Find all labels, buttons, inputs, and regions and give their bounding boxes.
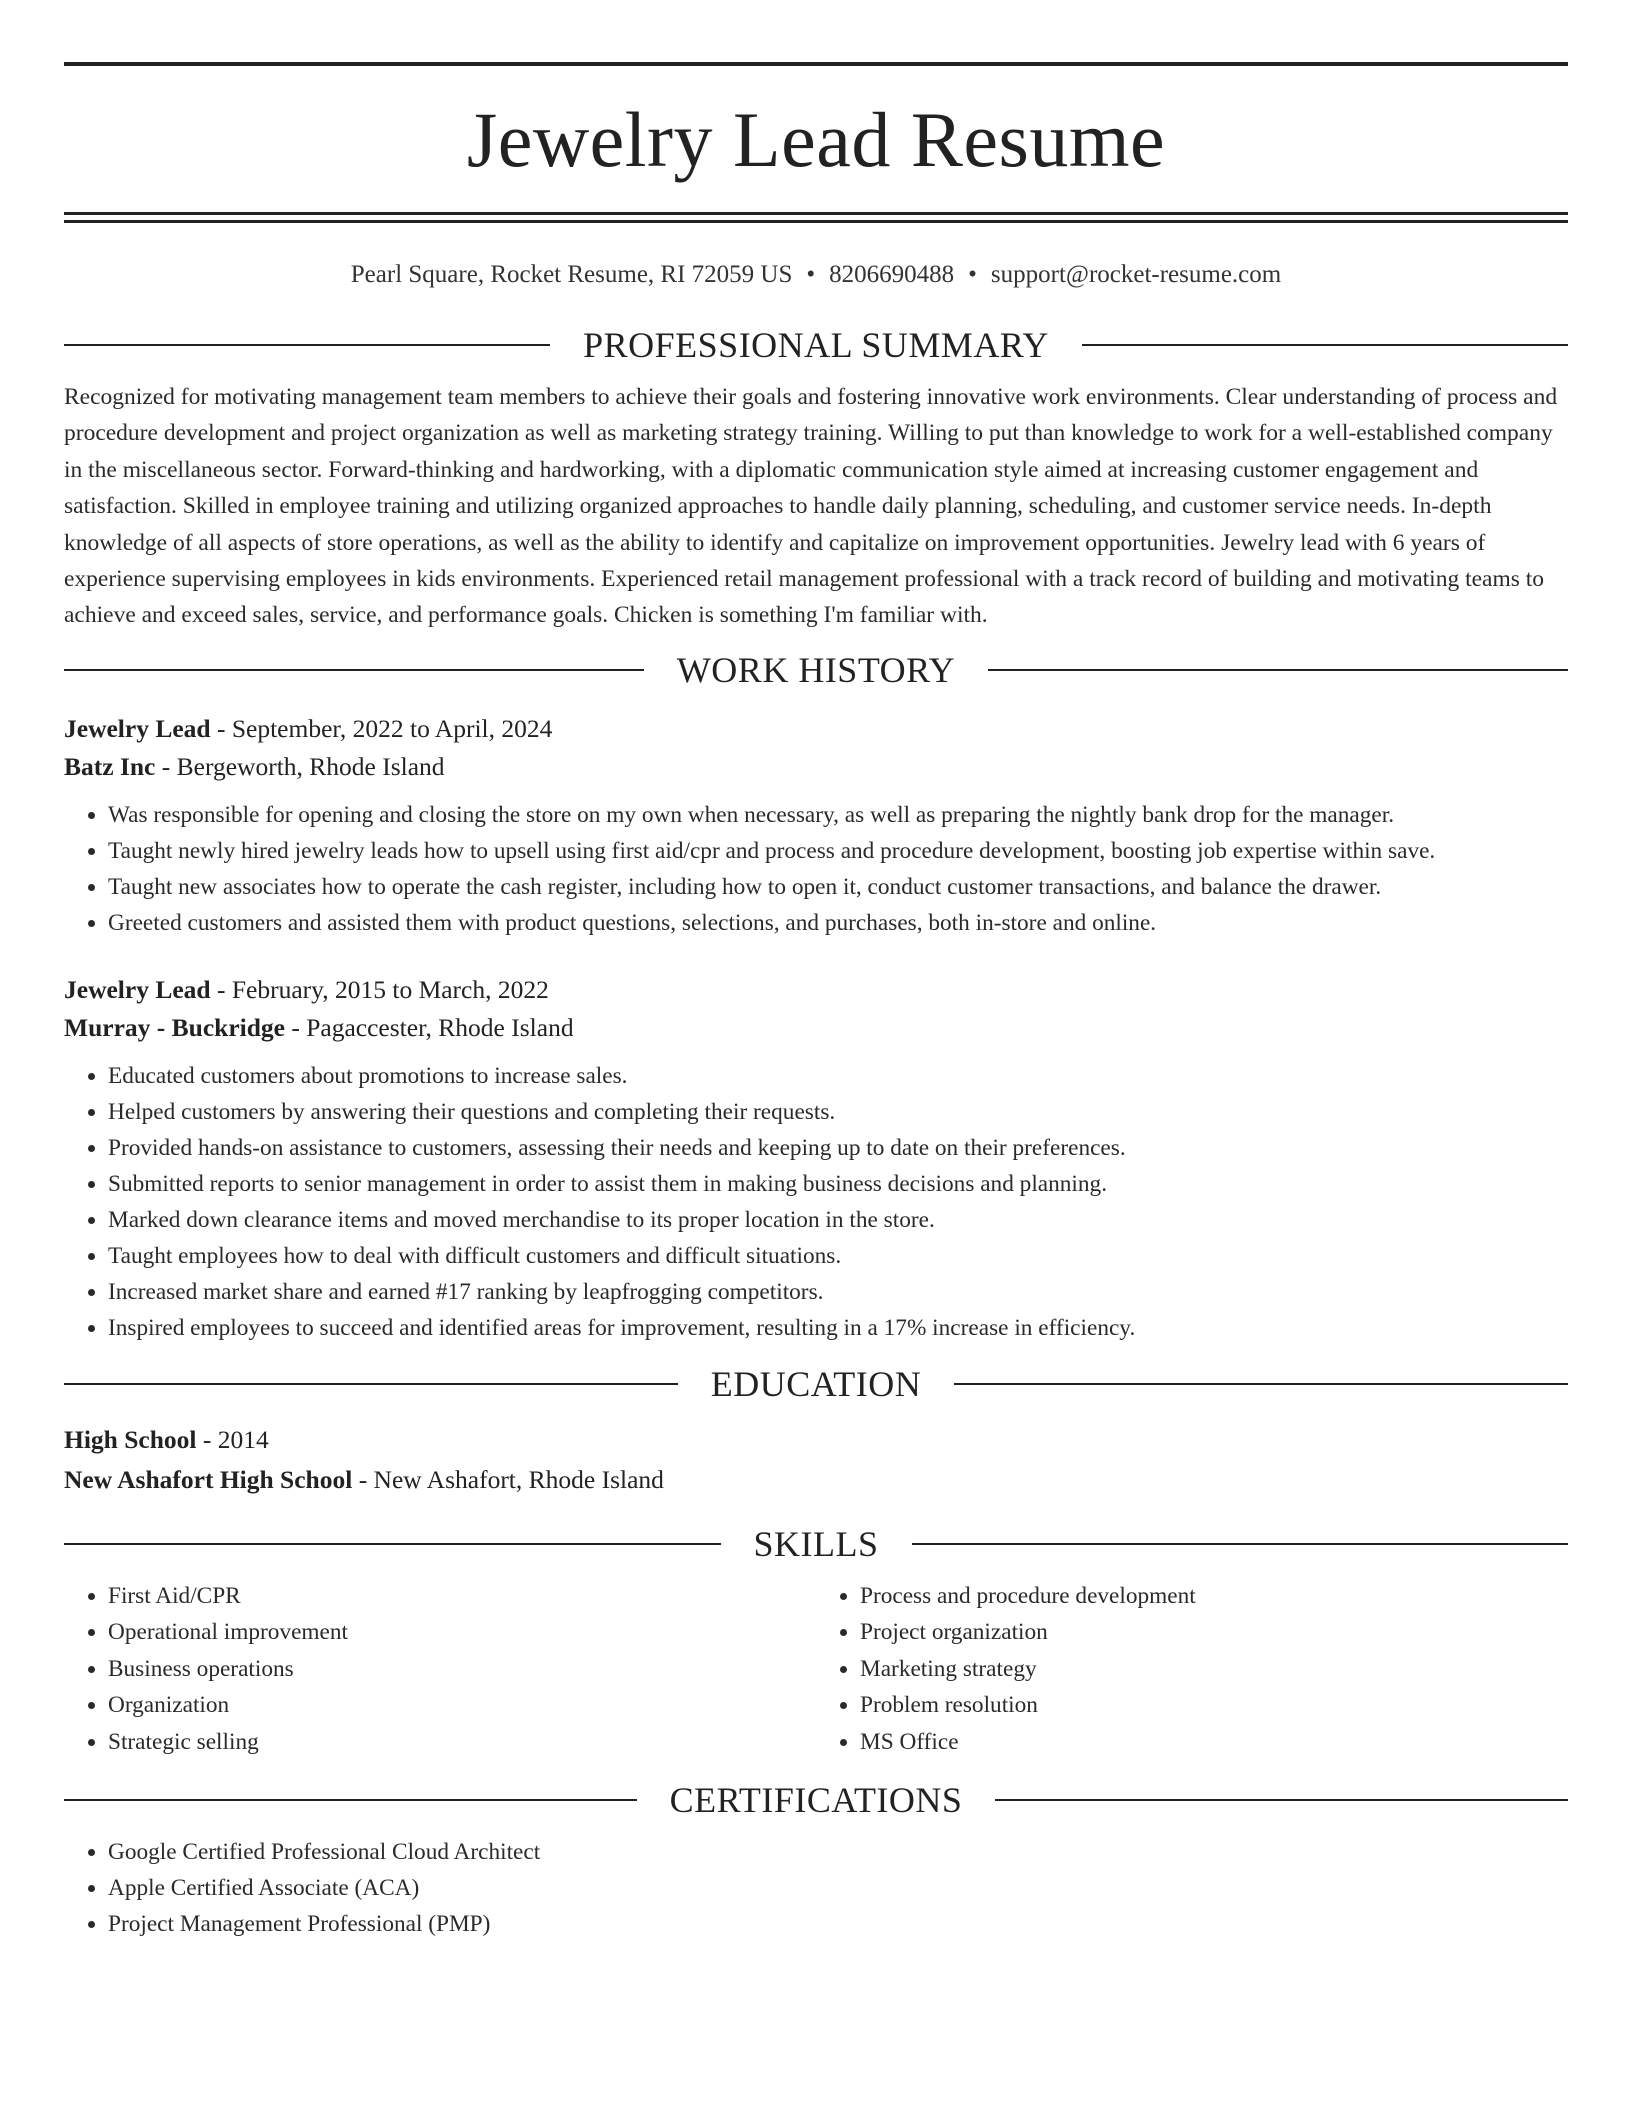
list-item: • Taught newly hired jewelry leads how to upsell using first aid/cpr and process and procedure development, boosting job expertise within save.: [108, 833, 1568, 869]
education-degree: High School: [64, 1424, 197, 1454]
list-item: • Organization: [108, 1687, 816, 1724]
contact-separator: •: [968, 261, 977, 288]
section-title: WORK HISTORY: [676, 649, 956, 690]
resume-title: Jewelry Lead Resume: [466, 96, 1166, 183]
section-header-education: [64, 1362, 1568, 1406]
education-school-line: [64, 1460, 1568, 1500]
list-item: • Process and procedure development: [860, 1578, 1568, 1615]
list-item: • Educated customers about promotions to increase sales.: [108, 1058, 1568, 1094]
job-bullet-list: [64, 1058, 1568, 1346]
section-rule-right: [988, 669, 1568, 671]
education-school: New Ashafort High School: [64, 1464, 353, 1494]
skills-list-left: [64, 1578, 816, 1761]
section-header-skills: [64, 1522, 1568, 1566]
list-item: • Taught employees how to deal with difficult customers and difficult situations.: [108, 1238, 1568, 1274]
list-item: • Apple Certified Associate (ACA): [108, 1870, 1568, 1906]
list-item: • Problem resolution: [860, 1687, 1568, 1724]
section-rule-right: [912, 1543, 1569, 1545]
contact-line: [64, 259, 1568, 291]
certifications-list: [64, 1834, 1568, 1942]
section-header-work-history: [64, 648, 1568, 692]
job-company: Murray - Buckridge: [64, 1012, 285, 1042]
job-bullet-list: [64, 797, 1568, 941]
skills-grid: [64, 1578, 1568, 1761]
section-title: CERTIFICATIONS: [669, 1780, 963, 1821]
list-item: • Marketing strategy: [860, 1651, 1568, 1688]
contact-address: Pearl Square, Rocket Resume, RI 72059 US: [350, 261, 793, 288]
job-company-line: [64, 1009, 1568, 1047]
contact-separator: •: [806, 261, 816, 288]
list-item: • Google Certified Professional Cloud Architect: [108, 1834, 1568, 1870]
section-rule-left: [64, 1799, 637, 1801]
job-company-line: [64, 748, 1568, 786]
education-year: - 2014: [196, 1424, 269, 1454]
section-rule-left: [64, 1543, 721, 1545]
list-item: • Taught new associates how to operate the cash register, including how to open it, conduct customer transactions, and balance the drawer.: [108, 869, 1568, 905]
list-item: • Strategic selling: [108, 1724, 816, 1761]
job-entry: [64, 710, 1568, 941]
section-title: SKILLS: [753, 1523, 879, 1564]
section-rule-left: [64, 344, 550, 346]
list-item: • Business operations: [108, 1651, 816, 1688]
section-rule-left: [64, 1383, 678, 1385]
list-item: • Greeted customers and assisted them with product questions, selections, and purchases, both in-store and online.: [108, 905, 1568, 941]
section-header-certifications: [64, 1778, 1568, 1822]
section-rule-right: [995, 1799, 1568, 1801]
list-item: • Project Management Professional (PMP): [108, 1906, 1568, 1942]
list-item: • Submitted reports to senior management in order to assist them in making business decisions and planning.: [108, 1166, 1568, 1202]
education-location: - New Ashafort, Rhode Island: [352, 1464, 664, 1494]
education-entry: [64, 1420, 1568, 1500]
job-title-line: [64, 710, 1568, 748]
job-dates: - February, 2015 to March, 2022: [210, 974, 549, 1004]
list-item: • Project organization: [860, 1614, 1568, 1651]
list-item: • Was responsible for opening and closing the store on my own when necessary, as well as preparing the nightly bank drop for the manager.: [108, 797, 1568, 833]
skills-list-right: [816, 1578, 1568, 1761]
section-rule-right: [1082, 344, 1568, 346]
contact-phone: 8206690488: [829, 261, 955, 288]
education-degree-line: [64, 1420, 1568, 1460]
list-item: • Operational improvement: [108, 1614, 816, 1651]
section-rule-right: [954, 1383, 1568, 1385]
job-location: - Bergeworth, Rhode Island: [155, 751, 445, 781]
list-item: • MS Office: [860, 1724, 1568, 1761]
top-rule: [64, 62, 1568, 66]
section-title: EDUCATION: [710, 1363, 922, 1404]
title-double-rule: [64, 212, 1568, 223]
list-item: • Provided hands-on assistance to customers, assessing their needs and keeping up to date on their preferences.: [108, 1130, 1568, 1166]
section-header-summary: [64, 323, 1568, 367]
list-item: • Inspired employees to succeed and identified areas for improvement, resulting in a 17% increase in efficiency.: [108, 1310, 1568, 1346]
list-item: • First Aid/CPR: [108, 1578, 816, 1615]
contact-email: support@rocket-resume.com: [990, 261, 1282, 288]
list-item: • Helped customers by answering their questions and completing their requests.: [108, 1094, 1568, 1130]
list-item: • Increased market share and earned #17 ranking by leapfrogging competitors.: [108, 1274, 1568, 1310]
section-title: PROFESSIONAL SUMMARY: [583, 325, 1049, 365]
job-title: Jewelry Lead: [64, 713, 211, 743]
list-item: • Marked down clearance items and moved merchandise to its proper location in the store.: [108, 1202, 1568, 1238]
job-title-line: [64, 971, 1568, 1009]
job-dates: - September, 2022 to April, 2024: [210, 713, 553, 743]
section-rule-left: [64, 669, 644, 671]
job-company: Batz Inc: [64, 751, 156, 781]
summary-paragraph: Recognized for motivating management team members to achieve their goals and fostering innovative work environments. Clear understanding of process and procedure development and project organization as well as marketing strategy training. Willing to put than knowledge to work for a well-established company in the miscellaneous sector. Forward-thinking and hardworking, with a diplomatic communication style aimed at increasing customer engagement and satisfaction. Skilled in employee training and utilizing organized approaches to handle daily planning, scheduling, and customer service needs. In-depth knowledge of all aspects of store operations, as well as the ability to identify and capitalize on improvement opportunities. Jewelry lead with 6 years of experience supervising employees in kids environments. Experienced retail management professional with a track record of building and motivating teams to achieve and exceed sales, service, and performance goals. Chicken is something I'm familiar with.: [64, 384, 1558, 629]
job-title: Jewelry Lead: [64, 974, 211, 1004]
job-entry: [64, 971, 1568, 1346]
job-location: - Pagaccester, Rhode Island: [284, 1012, 574, 1042]
